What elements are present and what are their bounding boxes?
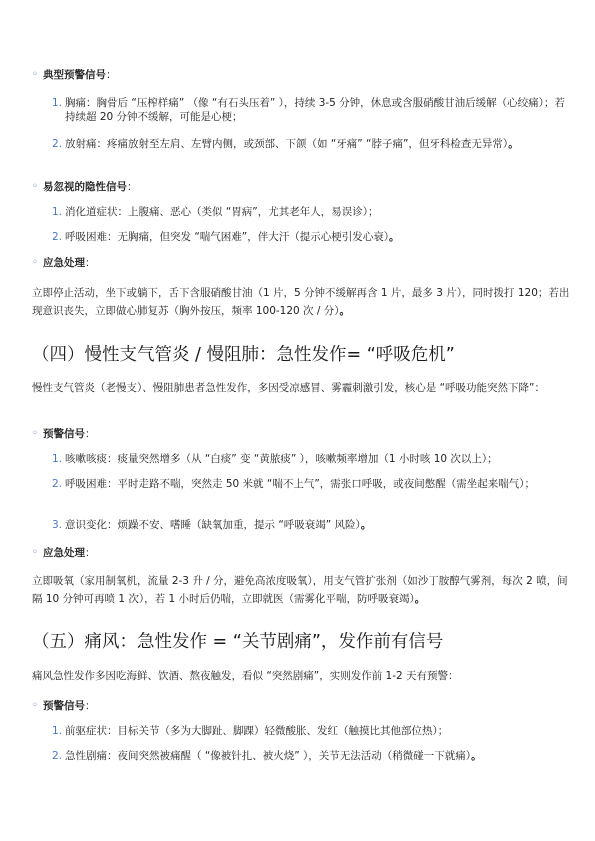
bullet-icon: ◦ — [32, 428, 38, 439]
heading-text: 预警信号 — [43, 428, 85, 440]
list-number: 1. — [52, 453, 63, 465]
list-end: 。 — [471, 750, 482, 762]
emergency-paragraph — [32, 572, 572, 608]
list-number: 2. — [52, 138, 63, 150]
paragraph-text: 立即停止活动，坐下或躺下，舌下含服硝酸甘油（1 片，5 分钟不缓解再含 1 片，最多 3 片），同时拨打 120；若出现意识丧失，立即做心肺复苏（胸外按压，频率 100-120 次 / 分） — [32, 287, 570, 317]
bullet-icon: ◦ — [32, 181, 38, 192]
emergency-paragraph — [32, 284, 572, 320]
heading-text: 应急处理 — [43, 257, 85, 269]
heading-colon: ： — [85, 547, 96, 559]
list-text: 前驱症状：目标关节（多为大脚趾、脚踝）轻微酸胀、发红（触摸比其他部位热）； — [65, 725, 449, 737]
heading-colon: ： — [85, 428, 96, 440]
heading-text: 典型预警信号 — [43, 69, 106, 81]
list-end: 。 — [508, 138, 519, 150]
list-text: 急性剧痛：夜间突然被痛醒（ “像被针扎、被火烧” ），关节无法活动（稍微碰一下就痛） — [65, 750, 472, 762]
bullet-icon: ◦ — [32, 69, 38, 80]
list-number: 2. — [52, 750, 63, 762]
list-text: 放射痛：疼痛放射至左肩、左臂内侧，或颈部、下颌（如 “牙痛” “脖子痛”，但牙科检查无异常） — [65, 138, 509, 150]
paragraph-end: 。 — [414, 593, 426, 605]
list-number: 3. — [52, 519, 63, 531]
heading-colon: ： — [127, 181, 138, 193]
list-text: 咳嗽咳痰：痰量突然增多（从 “白痰” 变 “黄脓痰” ），咳嗽频率增加（1 小时咳 10 次以上）； — [65, 453, 498, 465]
list-number: 1. — [52, 206, 63, 218]
list-text: 呼吸困难：无胸痛，但突发 “喘气困难”，伴大汗（提示心梗引发心衰） — [65, 231, 389, 243]
bullet-icon: ◦ — [32, 700, 38, 711]
list-end: 。 — [360, 519, 372, 531]
bullet-icon: ◦ — [32, 257, 38, 268]
list-end: 。 — [388, 231, 400, 243]
heading-text: 易忽视的隐性信号 — [43, 181, 127, 193]
heading-text: 应急处理 — [43, 547, 85, 559]
heading-colon: ： — [85, 700, 96, 712]
heading-colon: ： — [106, 69, 117, 81]
list-text: 意识变化：烦躁不安、嗜睡（缺氧加重，提示 “呼吸衰竭” 风险） — [65, 519, 361, 531]
list-text: 消化道症状：上腹痛、恶心（类似 “胃病”，尤其老年人，易误诊）； — [65, 206, 379, 218]
section-intro: 痛风急性发作多因吃海鲜、饮酒、熬夜触发，看似 “突然剧痛”，实则发作前 1-2 天有预警： — [32, 670, 459, 682]
list-text: 胸痛：胸骨后 “压榨样痛” （像 “有石头压着” ），持续 3-5 分钟，休息或含服硝酸甘油后缓解（心绞痛）；若持续超 20 分钟不缓解，可能是心梗； — [65, 97, 565, 123]
list-number: 2. — [52, 478, 63, 490]
bullet-icon: ◦ — [32, 547, 38, 558]
heading-text: 预警信号 — [43, 700, 85, 712]
paragraph-text: 立即吸氧（家用制氧机，流量 2-3 升 / 分，避免高浓度吸氧），用支气管扩张剂（如沙丁胺醇气雾剂，每次 2 喷，间隔 10 分钟可再喷 1 次），若 1 小时后仍喘，立即就医（需雾化平喘，防呼吸衰竭） — [32, 575, 568, 605]
list-text: 呼吸困难：平时走路不喘，突然走 50 米就 “喘不上气”，需张口呼吸，或夜间憋醒（需坐起来喘气）； — [65, 478, 536, 490]
section-title-copd: （四）慢性支气管炎 / 慢阻肺：急性发作= “呼吸危机” — [32, 345, 455, 365]
heading-colon: ： — [85, 257, 96, 269]
section-title-gout: （五）痛风：急性发作 = “关节剧痛”，发作前有信号 — [32, 632, 444, 652]
paragraph-end: 。 — [339, 305, 351, 317]
section-intro: 慢性支气管炎（老慢支）、慢阻肺患者急性发作，多因受凉感冒、雾霾刺激引发，核心是 “呼吸功能突然下降”： — [32, 382, 545, 394]
list-number: 2. — [52, 231, 63, 243]
list-number: 1. — [52, 725, 63, 737]
list-number: 1. — [52, 97, 63, 109]
